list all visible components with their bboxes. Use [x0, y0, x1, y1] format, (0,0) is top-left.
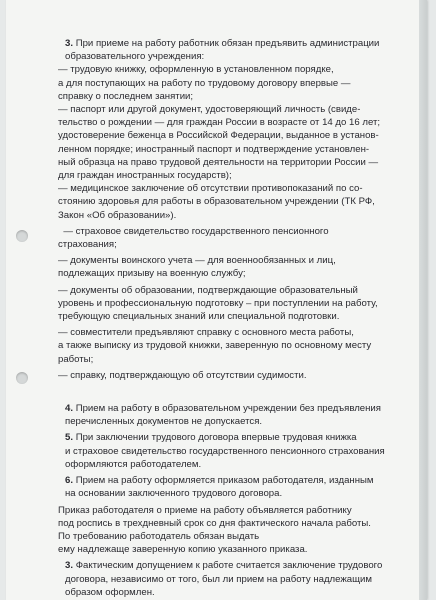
- paragraph-5: [58, 431, 413, 471]
- paragraph-number: 3.: [65, 38, 74, 49]
- list-item-medical: [58, 182, 413, 222]
- text-line: [65, 37, 413, 50]
- text-line: — документы об образовании, подтверждающие образовательный: [58, 284, 358, 296]
- text-line: — документы воинского учета — для военнообязанных и лиц,: [58, 255, 336, 267]
- text-line: уровень и профессиональную подготовку – при поступлении на работу,: [58, 297, 378, 309]
- text-line: [65, 559, 413, 572]
- text-line: При заключении трудового договора впервые трудовая книжка: [75, 432, 357, 444]
- paragraph-6-order: [58, 504, 413, 557]
- text-line: тельство о рождении — для граждан России в возрасте от 14 до 16 лет;: [58, 117, 381, 129]
- text-line: ный образца на право трудовой деятельности на территории России —: [58, 156, 379, 168]
- text-line: удостоверение беженца в Российской Федерации, выданное в установ-: [58, 130, 379, 142]
- text-line: а для поступающих на работу по трудовому договору впервые —: [58, 77, 351, 89]
- text-line: По требованию работодатель обязан выдать: [58, 530, 260, 542]
- text-line: и страховое свидетельство государственного пенсионного страхования: [65, 445, 385, 457]
- text-line: страхования;: [58, 239, 117, 251]
- list-item-criminal-record: [58, 369, 413, 382]
- text-line: договора, независимо от того, был ли прием на работу надлежащим: [65, 573, 372, 585]
- text-line: Прием на работу оформляется приказом работодателя, изданным: [75, 475, 374, 487]
- text-line: — медицинское заключение об отсутствии противопоказаний по со-: [58, 183, 363, 195]
- text-line: справку о последнем занятии;: [58, 90, 194, 102]
- list-item-education: [58, 284, 413, 324]
- text-line: подлежащих призыву на военную службу;: [58, 268, 246, 280]
- text-line: Фактическим допущением к работе считается заключение трудового: [75, 560, 383, 572]
- text-line: перечисленных документов не допускается.: [65, 416, 263, 428]
- text-line: — справку, подтверждающую об отсутствии судимости.: [58, 369, 307, 381]
- paragraph-number: 3.: [65, 560, 74, 572]
- text-line: образовательного учреждения:: [65, 51, 205, 63]
- text-line: требующую специальных знаний или специальной подготовки.: [58, 311, 340, 323]
- text-line: Приказ работодателя о приеме на работу объявляется работнику: [58, 504, 352, 516]
- text-line: [65, 402, 413, 415]
- list-item-insurance: [58, 225, 413, 251]
- text-line: ему надлежаще заверенную копию указанного приказа.: [58, 544, 308, 556]
- list-item-part-time: [58, 326, 413, 366]
- document-page: [6, 0, 427, 600]
- text-line: — совместители предъявляют справку с основного места работы,: [58, 327, 354, 339]
- paragraph-4: [58, 402, 413, 428]
- paragraph-number: 5.: [65, 432, 74, 444]
- list-item-passport: [58, 103, 413, 182]
- text-line: на основании заключенного трудового договора.: [65, 488, 283, 500]
- text-line: образом оформлен.: [65, 586, 155, 598]
- text-line: Закон «Об образовании»).: [58, 209, 177, 221]
- paragraph-3-intro: [58, 37, 413, 63]
- paragraph-6: [58, 474, 413, 500]
- text-line: стоянию здоровья для работы в образовательном учреждении (ТК РФ,: [58, 196, 375, 208]
- text-line: — паспорт или другой документ, удостоверяющий личность (свиде-: [58, 104, 361, 116]
- text-line: для граждан иностранных государств);: [58, 170, 232, 182]
- text-line: — трудовую книжку, оформленную в установленном порядке,: [58, 64, 334, 76]
- list-item-military: [58, 254, 413, 280]
- page-edge-shadow: [419, 0, 427, 600]
- text-line: оформляются работодателем.: [65, 458, 202, 470]
- paragraph-3-actual-admission: [58, 559, 413, 599]
- text-line: [65, 474, 413, 487]
- text-line: а также выписку из трудовой книжки, заверенную по основному месту: [58, 340, 372, 352]
- text-line: работы;: [58, 353, 94, 365]
- text-line: Прием на работу в образовательном учреждении без предъявления: [75, 403, 381, 415]
- text-line: [65, 431, 413, 444]
- text-line: — страховое свидетельство государственного пенсионного: [58, 225, 329, 237]
- paragraph-number: 6.: [65, 475, 74, 487]
- paragraph-number: 4.: [65, 403, 74, 415]
- document-body: [58, 37, 413, 599]
- list-item-labor-book: [58, 63, 413, 103]
- text-line: ленном порядке; иностранный паспорт и подтверждение установлен-: [58, 143, 370, 155]
- text-line: под роспись в трехдневный срок со дня фактического начала работы.: [58, 517, 371, 529]
- punch-hole: [16, 230, 28, 242]
- punch-hole: [16, 372, 28, 384]
- text-line: При приеме на работу работник обязан предъявить администрации: [75, 38, 380, 49]
